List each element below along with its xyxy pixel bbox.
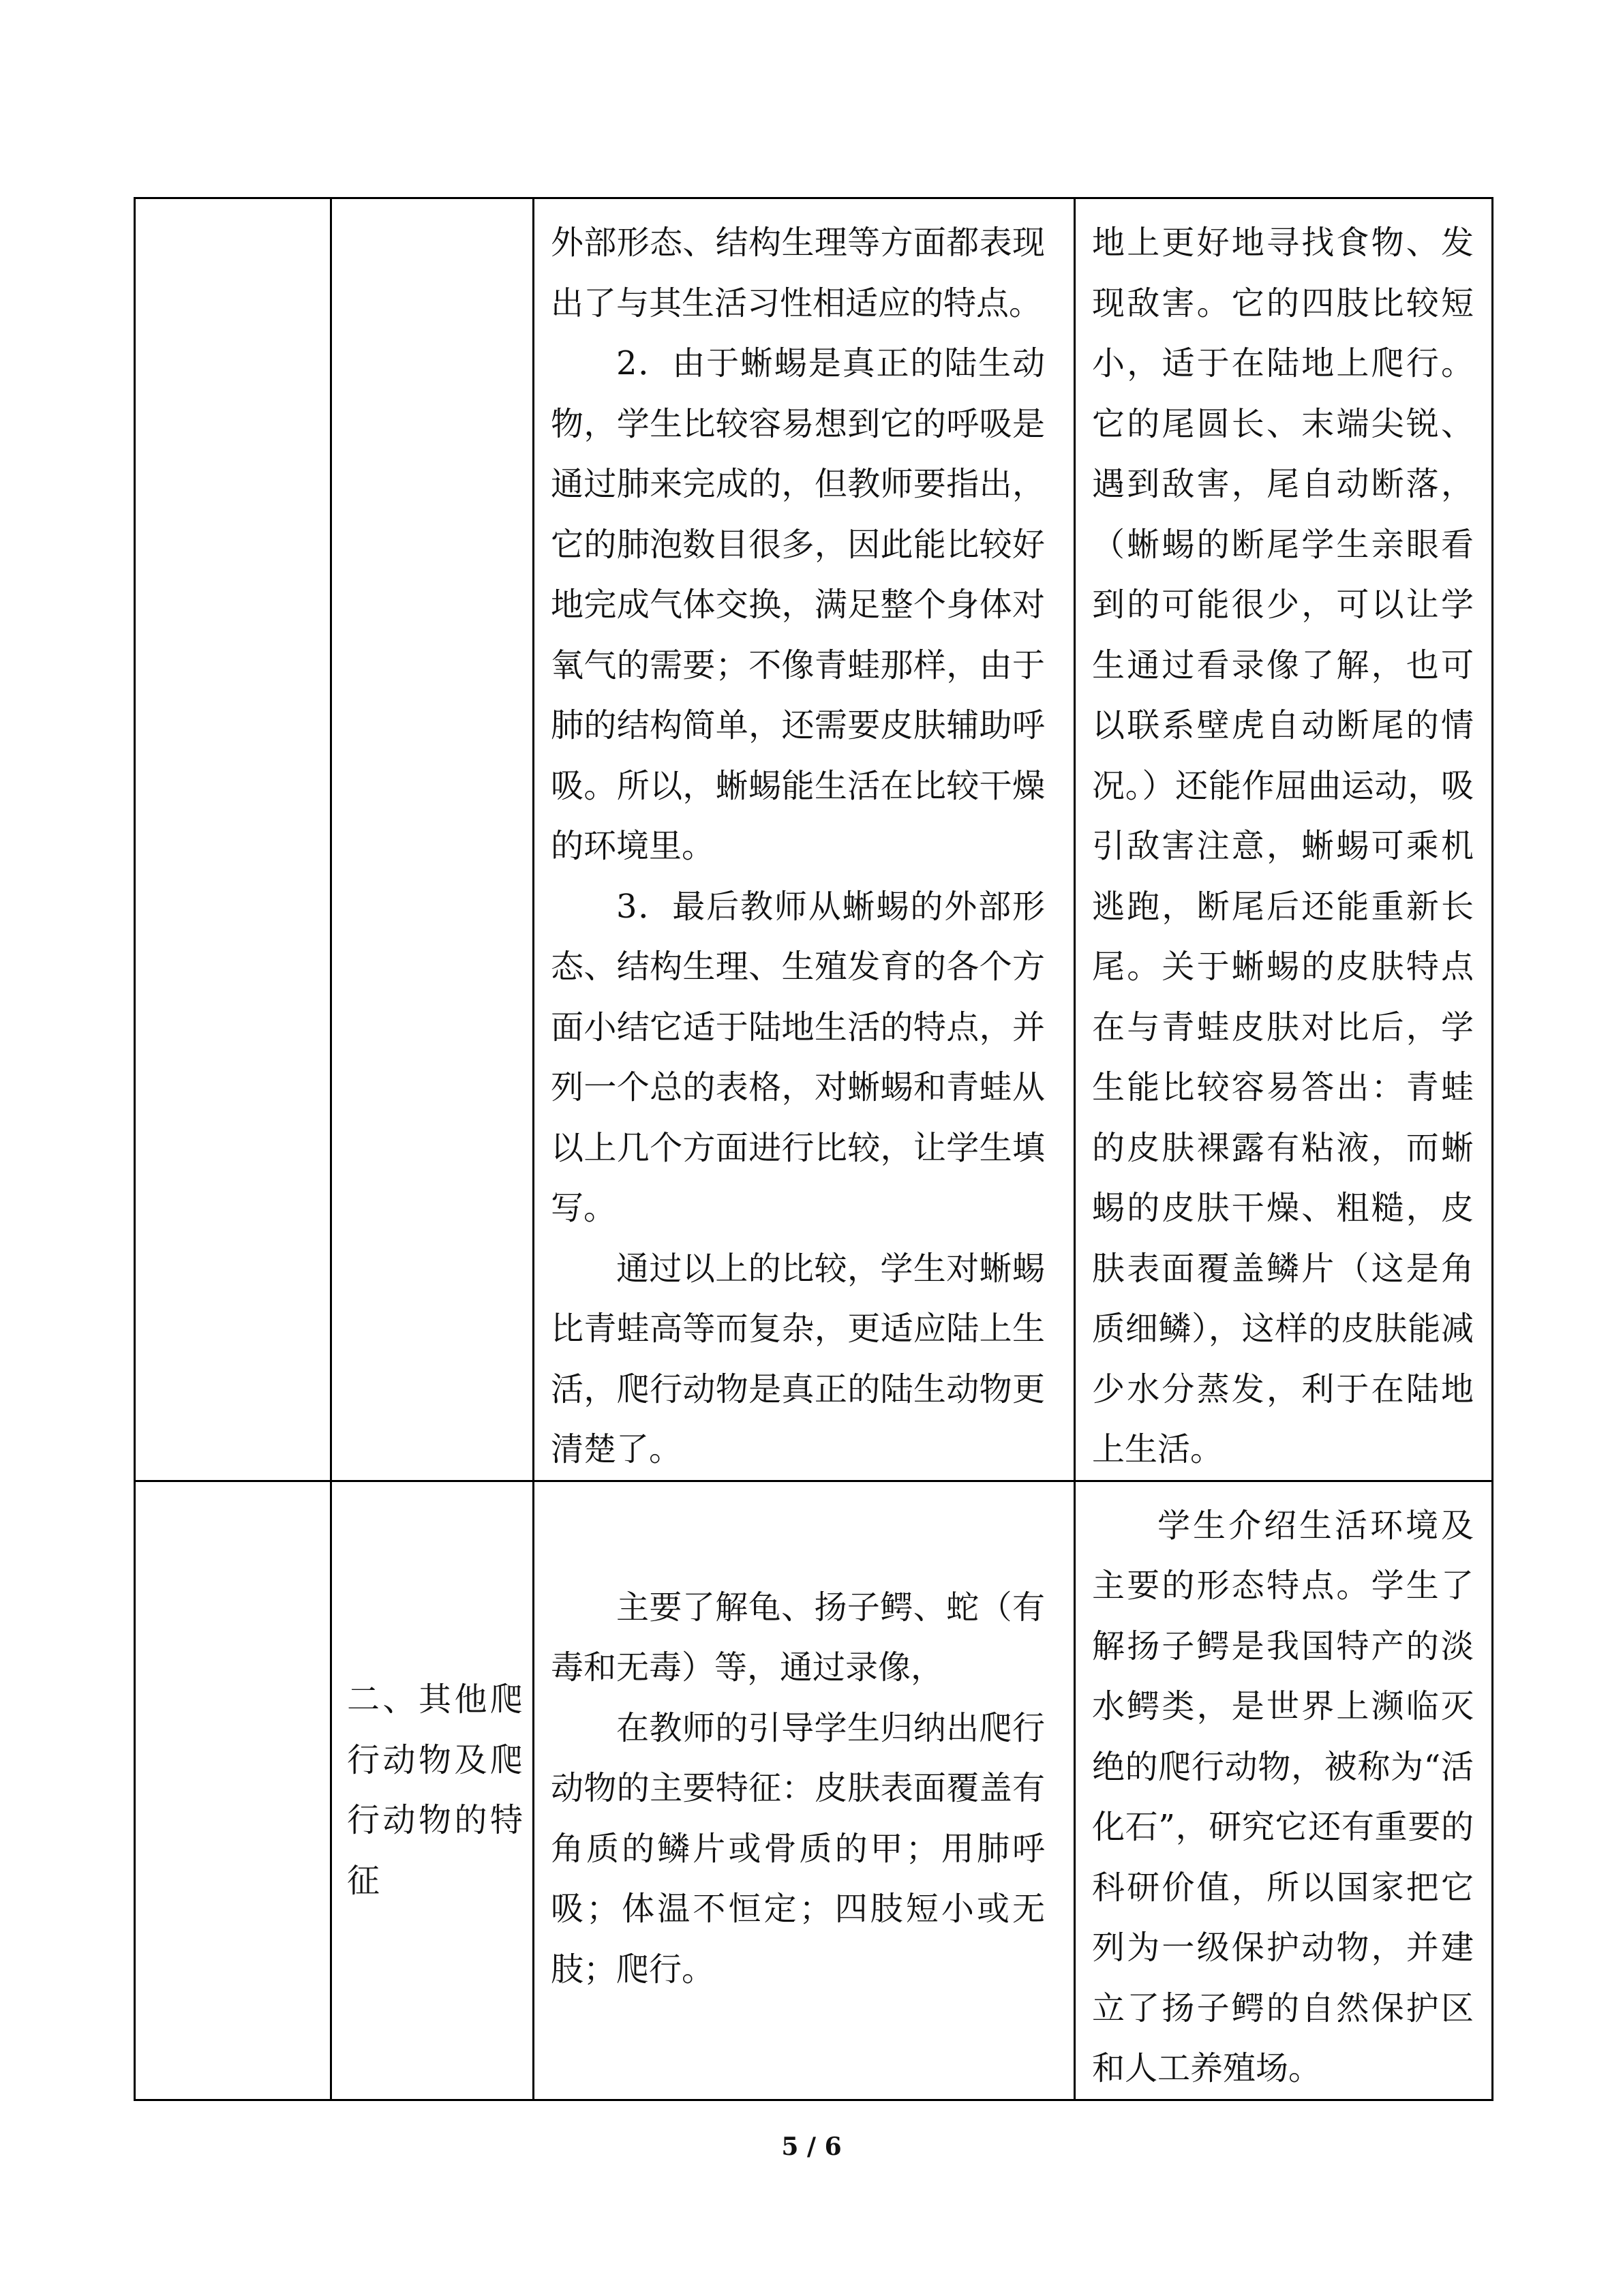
table-cell-student-activity: [1075, 198, 1493, 1481]
teacher-activity-text: [534, 199, 1074, 1480]
student-activity-text: [1076, 199, 1491, 1480]
table-cell-topic: [331, 1481, 534, 2100]
table-cell-topic: [331, 198, 534, 1481]
table-cell-stage: [135, 198, 331, 1481]
paragraph: 学生介绍生活环境及主要的形态特点。学生了解扬子鳄是我国特产的淡水鳄类，是世界上濒临灭绝的爬行动物，被称为“活化石”，研究它还有重要的科研价值，所以国家把它列为一级保护动物，并建立了扬子鳄的自然保护区和人工养殖场。: [1092, 1506, 1474, 2087]
paragraph: 通过以上的比较，学生对蜥蜴比青蛙高等而复杂，更适应陆上生活，爬行动物是真正的陆生动物更清楚了。: [551, 1249, 1045, 1468]
paragraph: 地上更好地寻找食物、发现敌害。它的四肢比较短小，适于在陆地上爬行。它的尾圆长、末端尖锐、遇到敌害，尾自动断落，（蜥蜴的断尾学生亲眼看到的可能很少，可以让学生通过看录像了解，也可以联系壁虎自动断尾的情况。）还能作屈曲运动，吸引敌害注意，蜥蜴可乘机逃跑，断尾后还能重新长尾。关于蜥蜴的皮肤特点在与青蛙皮肤对比后，学生能比较容易答出：青蛙的皮肤裸露有粘液，而蜥蜴的皮肤干燥、粗糙，皮肤表面覆盖鳞片（这是角质细鳞），这样的皮肤能减少水分蒸发，利于在陆地上生活。: [1092, 224, 1474, 1468]
paragraph: 2．由于蜥蜴是真正的陆生动物，学生比较容易想到它的呼吸是通过肺来完成的，但教师要指出，它的肺泡数目很多，因此能比较好地完成气体交换，满足整个身体对氧气的需要；不像青蛙那样，由于肺的结构简单，还需要皮肤辅助呼吸。所以，蜥蜴能生活在比较干燥的环境里。: [551, 344, 1045, 865]
table-cell-student-activity: [1075, 1481, 1493, 2100]
table-row: [135, 1481, 1493, 2100]
paragraph: 3．最后教师从蜥蜴的外部形态、结构生理、生殖发育的各个方面小结它适于陆地生活的特点，并列一个总的表格，对蜥蜴和青蛙从以上几个方面进行比较，让学生填写。: [551, 887, 1045, 1227]
table-cell-teacher-activity: [534, 1481, 1075, 2100]
table-row: [135, 198, 1493, 1481]
page-number: 5 / 6: [781, 2132, 842, 2161]
paragraph: 主要了解龟、扬子鳄、蛇（有毒和无毒）等，通过录像，: [551, 1588, 1045, 1687]
teacher-activity-text: [534, 1482, 1074, 2000]
table-cell-teacher-activity: [534, 198, 1075, 1481]
section-heading: 二、其他爬行动物及爬行动物的特征: [347, 1680, 523, 1900]
student-activity-text: [1076, 1482, 1491, 2099]
paragraph: 在教师的引导学生归纳出爬行动物的主要特征：皮肤表面覆盖有角质的鳞片或骨质的甲；用肺呼吸；体温不恒定；四肢短小或无肢；爬行。: [551, 1708, 1045, 1989]
lesson-plan-table: [134, 197, 1493, 2101]
table-cell-stage: [135, 1481, 331, 2100]
paragraph: 外部形态、结构生理等方面都表现出了与其生活习性相适应的特点。: [551, 224, 1045, 322]
